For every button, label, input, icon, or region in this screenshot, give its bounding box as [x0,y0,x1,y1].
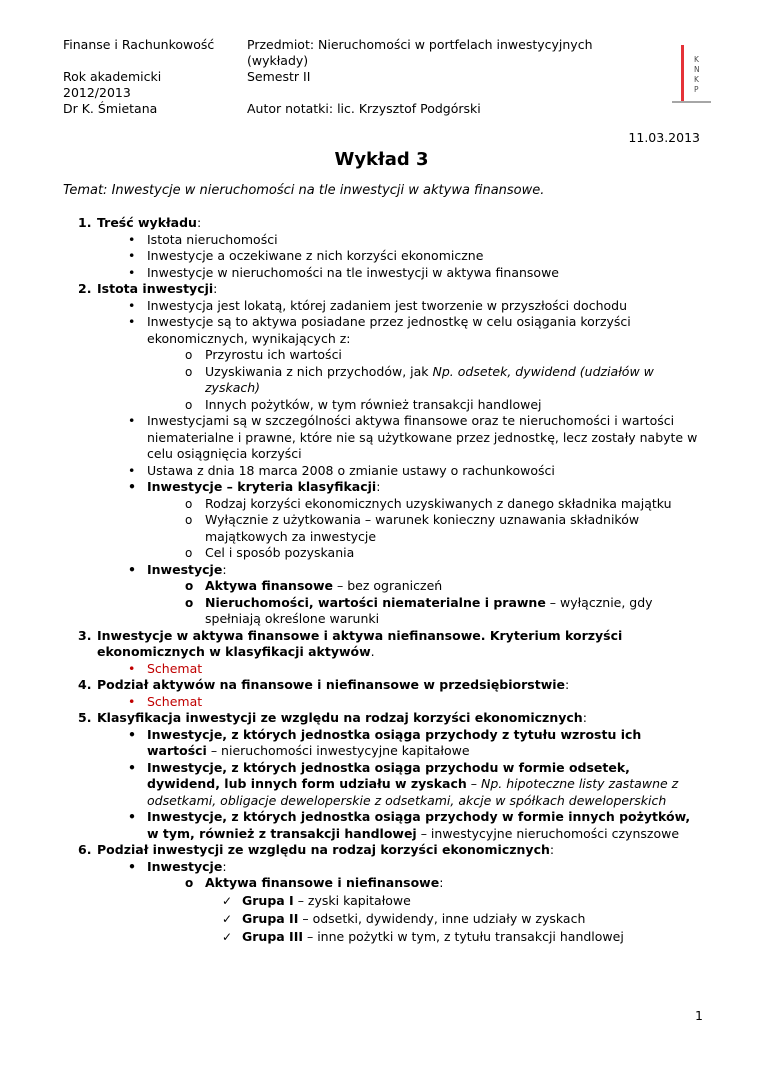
item-text: Grupa II – odsetki, dywidendy, inne udziały w zyskach [242,911,586,926]
item-text: Inwestycje w nieruchomości na tle inwestycji w aktywa finansowe [147,264,559,280]
list-item [63,545,700,562]
bullet-icon: • [128,479,136,494]
item-text: Inwestycje w aktywa finansowe i aktywa niefinansowe. Kryterium korzyści ekonomicznych w klasyfikacji aktywów. [97,627,623,659]
circle-bullet-icon: o [185,513,193,527]
page-number: 1 [695,1008,703,1023]
list-item [63,265,700,282]
item-text: Inwestycje, z których jednostka osiąga przychody w formie innych pożytków, w tym, również z transakcji handlowej – inwestycyjne nieruchomości czynszowe [147,809,691,841]
list-item [63,595,700,628]
header-left-column [63,37,247,117]
bullet-icon: • [128,726,136,742]
circle-bullet-icon: o [185,397,193,412]
item-text: Ustawa z dnia 18 marca 2008 o zmianie ustawy o rachunkowości [147,462,555,478]
bullet-icon: • [128,413,136,428]
list-item [63,364,700,397]
header-right-column [247,37,700,117]
academic-year-value: 2012/2013 [63,85,131,100]
list-item [63,479,700,496]
bullet-icon: • [128,231,136,247]
item-text: Przyrostu ich wartości [205,347,342,362]
circle-bullet-icon: o [185,579,194,593]
item-text: Inwestycje – kryteria klasyfikacji: [147,479,381,494]
item-number: 4. [78,677,92,692]
item-number: 2. [78,281,92,296]
outline-list [63,215,700,946]
circle-bullet-icon: o [185,496,193,511]
item-text: Wyłącznie z użytkowania – warunek konieczny uznawania składników majątkowych za inwestycje [205,512,640,544]
item-text: Podział inwestycji ze względu na rodzaj korzyści ekonomicznych: [97,842,555,857]
bullet-icon: • [128,297,136,313]
lecture-date: 11.03.2013 [628,130,700,145]
item-number: 5. [78,710,92,725]
item-number: 3. [78,627,92,643]
list-item [63,727,700,760]
list-item [63,248,700,265]
list-item [63,929,700,946]
lecturer-name: Dr K. Śmietana [63,101,158,116]
list-item [63,314,700,347]
logo-letter: K [694,75,699,84]
list-item [63,463,700,480]
list-item [63,232,700,249]
list-item [63,281,700,298]
semester-label: Semestr II [247,69,311,84]
item-text: Rodzaj korzyści ekonomicznych uzyskiwanych z danego składnika majątku [205,495,672,511]
subject-title: Przedmiot: Nieruchomości w portfelach inwestycyjnych (wykłady) [247,37,593,68]
list-item [63,413,700,463]
item-text: Inwestycje są to aktywa posiadane przez jednostkę w celu osiągania korzyści ekonomicznych, wynikających z: [147,314,631,346]
list-item [63,875,700,892]
bullet-icon: • [128,314,136,329]
item-number: 6. [78,842,92,857]
item-text: Inwestycje a oczekiwane z nich korzyści ekonomiczne [147,248,484,263]
notes-author: Autor notatki: lic. Krzysztof Podgórski [247,101,481,116]
list-item [63,578,700,595]
list-item [63,347,700,364]
item-text: Inwestycje, z których jednostka osiąga przychodu w formie odsetek, dywidend, lub innych form udziału w zyskach – Np. hipoteczne listy zastawne z odsetkami, obligacje deweloperskie z odsetkami, akcje w spółkach deweloperskich [147,759,679,808]
logo-letter: N [694,65,700,74]
list-item [63,298,700,315]
lecture-title: Wykład 3 [334,149,429,170]
item-text: Nieruchomości, wartości niematerialne i prawne – wyłącznie, gdy spełniają określone warunki [205,594,653,626]
check-icon: ✓ [222,930,233,944]
item-text: Schemat [147,660,203,676]
item-text: Innych pożytków, w tym również transakcji handlowej [205,396,542,412]
item-text: Inwestycjami są w szczególności aktywa finansowe oraz te nieruchomości i wartości niematerialne i prawne, które nie są użytkowane przez jednostkę, lecz zostały nabyte w celu osiągnięcia korzyści [147,413,698,461]
item-text: Aktywa finansowe i niefinansowe: [205,875,444,890]
header-spacer [247,85,700,101]
bullet-icon: • [128,759,136,775]
list-item [63,694,700,711]
list-item [63,842,700,859]
bullet-icon: • [128,462,136,478]
item-text: Inwestycja jest lokatą, której zadaniem jest tworzenie w przyszłości dochodu [147,297,627,313]
item-text: Treść wykładu: [97,215,202,230]
list-item [63,859,700,876]
item-text: Uzyskiwania z nich przychodów, jak Np. odsetek, dywidend (udziałów w zyskach) [205,363,654,395]
list-item [63,893,700,910]
list-item [63,496,700,513]
header-spacer [63,53,247,69]
list-item [63,809,700,842]
item-text: Inwestycje, z których jednostka osiąga przychody z tytułu wzrostu ich wartości – nieruchomości inwestycyjne kapitałowe [147,726,642,758]
document-header [63,37,700,117]
bullet-icon: • [128,561,136,577]
list-item [63,760,700,810]
item-text: Cel i sposób pozyskania [205,545,355,560]
check-icon: ✓ [222,912,233,926]
check-icon: ✓ [222,894,233,908]
item-text: Podział aktywów na finansowe i niefinansowe w przedsiębiorstwie: [97,677,570,692]
list-item [63,677,700,694]
item-text: Schemat [147,693,203,709]
item-text: Grupa III – inne pożytki w tym, z tytułu transakcji handlowej [242,929,624,944]
list-item [63,661,700,678]
academic-year-label: Rok akademicki [63,69,162,84]
bullet-icon: • [128,264,136,280]
item-text: Istota nieruchomości [147,231,278,247]
list-item [63,512,700,545]
item-text: Grupa I – zyski kapitałowe [242,893,411,908]
logo-red-bar-icon [681,45,684,102]
bullet-icon: • [128,809,136,824]
list-item [63,215,700,232]
bullet-icon: • [128,693,136,709]
list-item [63,628,700,661]
logo-base-line [672,101,711,103]
logo-letter: P [694,85,699,94]
bullet-icon: • [128,660,136,676]
circle-bullet-icon: o [185,595,194,610]
logo-letter: K [694,55,699,64]
bullet-icon: • [128,858,136,874]
item-text: Klasyfikacja inwestycji ze względu na rodzaj korzyści ekonomicznych: [97,710,587,725]
bullet-icon: • [128,248,136,263]
list-item [63,911,700,928]
list-item [63,562,700,579]
knkp-logo [672,45,718,105]
item-text: Inwestycje: [147,858,227,874]
item-text: Inwestycje: [147,561,227,577]
list-item [63,397,700,414]
item-text: Aktywa finansowe – bez ograniczeń [205,578,443,593]
circle-bullet-icon: o [185,364,193,379]
logo-letters [694,55,700,95]
circle-bullet-icon: o [185,546,193,560]
item-number: 1. [78,215,92,230]
course-title: Finanse i Rachunkowość [63,37,215,52]
circle-bullet-icon: o [185,348,193,362]
lecture-topic: Temat: Inwestycje w nieruchomości na tle inwestycji w aktywa finansowe. [63,183,545,198]
item-text: Istota inwestycji: [97,281,218,296]
list-item [63,710,700,727]
circle-bullet-icon: o [185,876,194,890]
